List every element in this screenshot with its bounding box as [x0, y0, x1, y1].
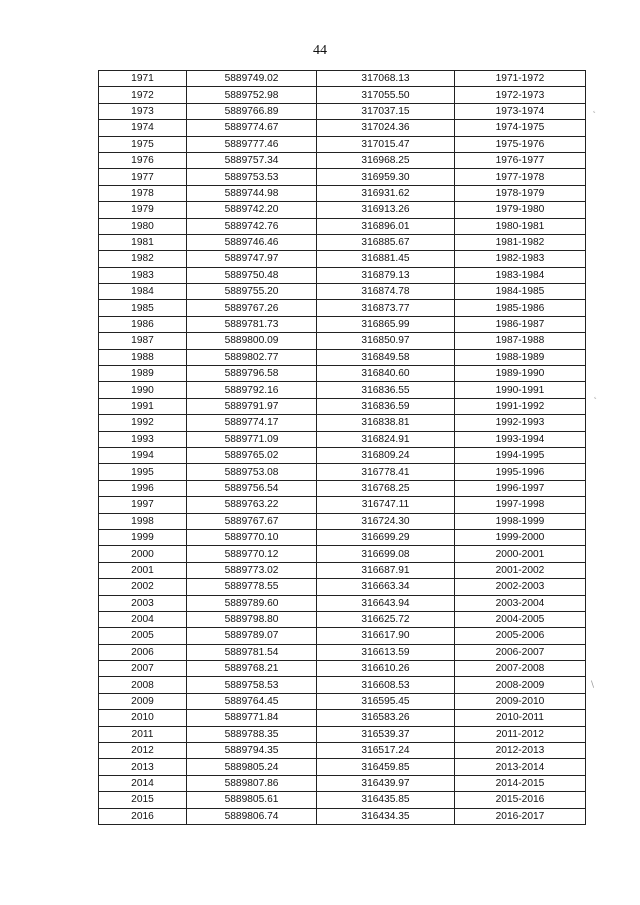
table-row [99, 267, 586, 283]
year-cell: 1994 [99, 447, 187, 463]
year-cell: 2008 [99, 677, 187, 693]
x-coordinate-cell: 5889764.45 [187, 693, 317, 709]
table-row [99, 87, 586, 103]
table-row [99, 71, 586, 87]
period-cell: 1985-1986 [455, 300, 586, 316]
x-coordinate-cell: 5889774.67 [187, 120, 317, 136]
y-coordinate-cell: 316687.91 [317, 562, 455, 578]
period-cell: 1972-1973 [455, 87, 586, 103]
year-cell: 2011 [99, 726, 187, 742]
period-cell: 2002-2003 [455, 579, 586, 595]
table-row [99, 677, 586, 693]
period-cell: 1988-1989 [455, 349, 586, 365]
y-coordinate-cell: 316439.97 [317, 775, 455, 791]
y-coordinate-cell: 316809.24 [317, 447, 455, 463]
period-cell: 1971-1972 [455, 71, 586, 87]
table-row [99, 726, 586, 742]
table-row [99, 169, 586, 185]
scan-mark: \ [591, 680, 595, 690]
x-coordinate-cell: 5889807.86 [187, 775, 317, 791]
y-coordinate-cell: 316517.24 [317, 743, 455, 759]
year-cell: 2006 [99, 644, 187, 660]
period-cell: 1987-1988 [455, 333, 586, 349]
x-coordinate-cell: 5889788.35 [187, 726, 317, 742]
period-cell: 2011-2012 [455, 726, 586, 742]
year-cell: 1995 [99, 464, 187, 480]
year-cell: 2009 [99, 693, 187, 709]
y-coordinate-cell: 316459.85 [317, 759, 455, 775]
period-cell: 1981-1982 [455, 234, 586, 250]
year-cell: 1989 [99, 366, 187, 382]
x-coordinate-cell: 5889768.21 [187, 661, 317, 677]
period-cell: 1975-1976 [455, 136, 586, 152]
year-cell: 2014 [99, 775, 187, 791]
y-coordinate-cell: 316434.35 [317, 808, 455, 824]
table-row [99, 464, 586, 480]
x-coordinate-cell: 5889767.26 [187, 300, 317, 316]
y-coordinate-cell: 316583.26 [317, 710, 455, 726]
x-coordinate-cell: 5889767.67 [187, 513, 317, 529]
table-row [99, 480, 586, 496]
period-cell: 2008-2009 [455, 677, 586, 693]
x-coordinate-cell: 5889781.73 [187, 316, 317, 332]
year-cell: 1990 [99, 382, 187, 398]
x-coordinate-cell: 5889747.97 [187, 251, 317, 267]
year-cell: 1998 [99, 513, 187, 529]
scan-mark: ˛ [592, 104, 597, 114]
x-coordinate-cell: 5889742.76 [187, 218, 317, 234]
x-coordinate-cell: 5889794.35 [187, 743, 317, 759]
x-coordinate-cell: 5889791.97 [187, 398, 317, 414]
table-row [99, 185, 586, 201]
year-cell: 1992 [99, 415, 187, 431]
x-coordinate-cell: 5889796.58 [187, 366, 317, 382]
x-coordinate-cell: 5889771.09 [187, 431, 317, 447]
table-row [99, 333, 586, 349]
year-cell: 1996 [99, 480, 187, 496]
y-coordinate-cell: 316836.55 [317, 382, 455, 398]
period-cell: 1992-1993 [455, 415, 586, 431]
table-row [99, 693, 586, 709]
x-coordinate-cell: 5889758.53 [187, 677, 317, 693]
year-cell: 1985 [99, 300, 187, 316]
y-coordinate-cell: 317068.13 [317, 71, 455, 87]
year-cell: 1978 [99, 185, 187, 201]
y-coordinate-cell: 316968.25 [317, 152, 455, 168]
page-number: 44 [313, 43, 327, 58]
year-cell: 1991 [99, 398, 187, 414]
y-coordinate-cell: 316865.99 [317, 316, 455, 332]
y-coordinate-cell: 316874.78 [317, 284, 455, 300]
x-coordinate-cell: 5889789.60 [187, 595, 317, 611]
table-row [99, 251, 586, 267]
x-coordinate-cell: 5889763.22 [187, 497, 317, 513]
y-coordinate-cell: 316595.45 [317, 693, 455, 709]
period-cell: 2010-2011 [455, 710, 586, 726]
x-coordinate-cell: 5889777.46 [187, 136, 317, 152]
year-cell: 1997 [99, 497, 187, 513]
x-coordinate-cell: 5889774.17 [187, 415, 317, 431]
x-coordinate-cell: 5889798.80 [187, 611, 317, 627]
period-cell: 1999-2000 [455, 529, 586, 545]
period-cell: 1993-1994 [455, 431, 586, 447]
period-cell: 1989-1990 [455, 366, 586, 382]
year-cell: 1974 [99, 120, 187, 136]
table-row [99, 759, 586, 775]
year-cell: 1993 [99, 431, 187, 447]
table-row [99, 415, 586, 431]
table-row [99, 447, 586, 463]
table-row [99, 808, 586, 824]
year-cell: 2016 [99, 808, 187, 824]
table-row [99, 513, 586, 529]
period-cell: 2004-2005 [455, 611, 586, 627]
period-cell: 1996-1997 [455, 480, 586, 496]
period-cell: 1994-1995 [455, 447, 586, 463]
table-row [99, 644, 586, 660]
scan-mark: ˛ [593, 390, 598, 400]
y-coordinate-cell: 316613.59 [317, 644, 455, 660]
x-coordinate-cell: 5889749.02 [187, 71, 317, 87]
year-cell: 1980 [99, 218, 187, 234]
year-cell: 1984 [99, 284, 187, 300]
x-coordinate-cell: 5889781.54 [187, 644, 317, 660]
period-cell: 2016-2017 [455, 808, 586, 824]
period-cell: 1991-1992 [455, 398, 586, 414]
y-coordinate-cell: 316724.30 [317, 513, 455, 529]
y-coordinate-cell: 316836.59 [317, 398, 455, 414]
y-coordinate-cell: 316849.58 [317, 349, 455, 365]
table-row [99, 366, 586, 382]
y-coordinate-cell: 316873.77 [317, 300, 455, 316]
y-coordinate-cell: 316931.62 [317, 185, 455, 201]
period-cell: 2014-2015 [455, 775, 586, 791]
year-cell: 1981 [99, 234, 187, 250]
year-cell: 1976 [99, 152, 187, 168]
y-coordinate-cell: 316879.13 [317, 267, 455, 283]
period-cell: 1980-1981 [455, 218, 586, 234]
table-row [99, 218, 586, 234]
table-row [99, 349, 586, 365]
year-cell: 2015 [99, 792, 187, 808]
year-cell: 2007 [99, 661, 187, 677]
y-coordinate-cell: 316885.67 [317, 234, 455, 250]
x-coordinate-cell: 5889778.55 [187, 579, 317, 595]
period-cell: 1998-1999 [455, 513, 586, 529]
y-coordinate-cell: 316610.26 [317, 661, 455, 677]
period-cell: 1997-1998 [455, 497, 586, 513]
y-coordinate-cell: 316913.26 [317, 202, 455, 218]
period-cell: 1995-1996 [455, 464, 586, 480]
period-cell: 2009-2010 [455, 693, 586, 709]
year-cell: 1972 [99, 87, 187, 103]
y-coordinate-cell: 317037.15 [317, 103, 455, 119]
x-coordinate-cell: 5889766.89 [187, 103, 317, 119]
year-cell: 1999 [99, 529, 187, 545]
period-cell: 1979-1980 [455, 202, 586, 218]
period-cell: 1978-1979 [455, 185, 586, 201]
table-row [99, 792, 586, 808]
year-cell: 1983 [99, 267, 187, 283]
period-cell: 1977-1978 [455, 169, 586, 185]
x-coordinate-cell: 5889752.98 [187, 87, 317, 103]
period-cell: 1974-1975 [455, 120, 586, 136]
year-cell: 2002 [99, 579, 187, 595]
y-coordinate-cell: 316840.60 [317, 366, 455, 382]
x-coordinate-cell: 5889789.07 [187, 628, 317, 644]
table-row [99, 103, 586, 119]
year-cell: 1971 [99, 71, 187, 87]
x-coordinate-cell: 5889802.77 [187, 349, 317, 365]
y-coordinate-cell: 316643.94 [317, 595, 455, 611]
period-cell: 1976-1977 [455, 152, 586, 168]
y-coordinate-cell: 316608.53 [317, 677, 455, 693]
x-coordinate-cell: 5889806.74 [187, 808, 317, 824]
x-coordinate-cell: 5889755.20 [187, 284, 317, 300]
y-coordinate-cell: 316435.85 [317, 792, 455, 808]
period-cell: 2012-2013 [455, 743, 586, 759]
year-cell: 1975 [99, 136, 187, 152]
year-cell: 1979 [99, 202, 187, 218]
y-coordinate-cell: 316824.91 [317, 431, 455, 447]
x-coordinate-cell: 5889753.08 [187, 464, 317, 480]
x-coordinate-cell: 5889771.84 [187, 710, 317, 726]
x-coordinate-cell: 5889770.12 [187, 546, 317, 562]
table-row [99, 202, 586, 218]
x-coordinate-cell: 5889792.16 [187, 382, 317, 398]
x-coordinate-cell: 5889742.20 [187, 202, 317, 218]
year-cell: 2005 [99, 628, 187, 644]
y-coordinate-cell: 316959.30 [317, 169, 455, 185]
period-cell: 1990-1991 [455, 382, 586, 398]
table-row [99, 120, 586, 136]
table-row [99, 316, 586, 332]
coordinates-table [98, 70, 586, 825]
y-coordinate-cell: 316539.37 [317, 726, 455, 742]
table-body [99, 71, 586, 825]
table-row [99, 710, 586, 726]
period-cell: 2005-2006 [455, 628, 586, 644]
table-row [99, 431, 586, 447]
table-row [99, 300, 586, 316]
year-cell: 1987 [99, 333, 187, 349]
y-coordinate-cell: 317024.36 [317, 120, 455, 136]
period-cell: 2000-2001 [455, 546, 586, 562]
x-coordinate-cell: 5889750.48 [187, 267, 317, 283]
year-cell: 1977 [99, 169, 187, 185]
table-row [99, 398, 586, 414]
x-coordinate-cell: 5889756.54 [187, 480, 317, 496]
table-row [99, 595, 586, 611]
year-cell: 1988 [99, 349, 187, 365]
y-coordinate-cell: 316699.29 [317, 529, 455, 545]
period-cell: 1984-1985 [455, 284, 586, 300]
x-coordinate-cell: 5889765.02 [187, 447, 317, 463]
table-row [99, 611, 586, 627]
x-coordinate-cell: 5889805.61 [187, 792, 317, 808]
year-cell: 2000 [99, 546, 187, 562]
table-row [99, 661, 586, 677]
x-coordinate-cell: 5889800.09 [187, 333, 317, 349]
y-coordinate-cell: 316881.45 [317, 251, 455, 267]
table-row [99, 529, 586, 545]
y-coordinate-cell: 316896.01 [317, 218, 455, 234]
y-coordinate-cell: 316663.34 [317, 579, 455, 595]
x-coordinate-cell: 5889744.98 [187, 185, 317, 201]
x-coordinate-cell: 5889746.46 [187, 234, 317, 250]
period-cell: 1982-1983 [455, 251, 586, 267]
table-row [99, 234, 586, 250]
y-coordinate-cell: 316768.25 [317, 480, 455, 496]
table-row [99, 743, 586, 759]
y-coordinate-cell: 316625.72 [317, 611, 455, 627]
year-cell: 1986 [99, 316, 187, 332]
x-coordinate-cell: 5889770.10 [187, 529, 317, 545]
y-coordinate-cell: 316838.81 [317, 415, 455, 431]
period-cell: 2006-2007 [455, 644, 586, 660]
period-cell: 2015-2016 [455, 792, 586, 808]
year-cell: 1973 [99, 103, 187, 119]
table-row [99, 562, 586, 578]
y-coordinate-cell: 316850.97 [317, 333, 455, 349]
year-cell: 2003 [99, 595, 187, 611]
x-coordinate-cell: 5889753.53 [187, 169, 317, 185]
period-cell: 1983-1984 [455, 267, 586, 283]
y-coordinate-cell: 316617.90 [317, 628, 455, 644]
x-coordinate-cell: 5889773.02 [187, 562, 317, 578]
period-cell: 2007-2008 [455, 661, 586, 677]
period-cell: 1973-1974 [455, 103, 586, 119]
table-row [99, 152, 586, 168]
table-row [99, 136, 586, 152]
period-cell: 2001-2002 [455, 562, 586, 578]
table-row [99, 497, 586, 513]
y-coordinate-cell: 317055.50 [317, 87, 455, 103]
y-coordinate-cell: 316747.11 [317, 497, 455, 513]
y-coordinate-cell: 316699.08 [317, 546, 455, 562]
y-coordinate-cell: 316778.41 [317, 464, 455, 480]
x-coordinate-cell: 5889805.24 [187, 759, 317, 775]
year-cell: 2013 [99, 759, 187, 775]
period-cell: 2013-2014 [455, 759, 586, 775]
table-row [99, 284, 586, 300]
table-row [99, 628, 586, 644]
y-coordinate-cell: 317015.47 [317, 136, 455, 152]
table-row [99, 546, 586, 562]
x-coordinate-cell: 5889757.34 [187, 152, 317, 168]
year-cell: 2010 [99, 710, 187, 726]
year-cell: 2004 [99, 611, 187, 627]
year-cell: 1982 [99, 251, 187, 267]
year-cell: 2012 [99, 743, 187, 759]
year-cell: 2001 [99, 562, 187, 578]
table-row [99, 579, 586, 595]
table-row [99, 382, 586, 398]
period-cell: 1986-1987 [455, 316, 586, 332]
period-cell: 2003-2004 [455, 595, 586, 611]
table-row [99, 775, 586, 791]
